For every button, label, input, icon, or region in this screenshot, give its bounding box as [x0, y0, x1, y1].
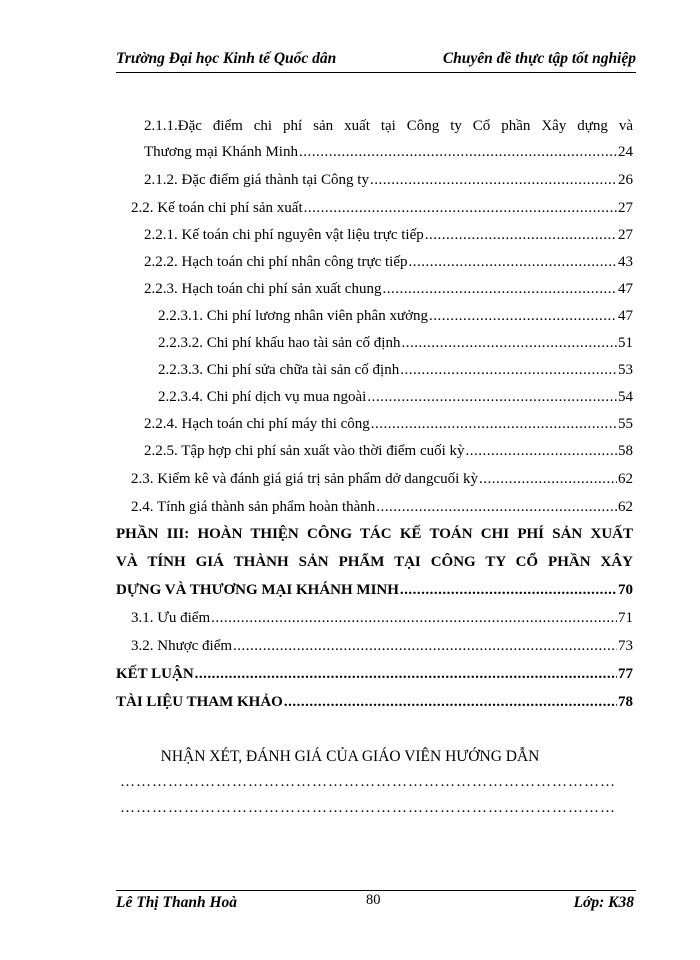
toc-entry-conclusion [116, 664, 633, 684]
leader-dots [195, 664, 617, 684]
toc-entry-page: 27 [618, 200, 633, 216]
toc-entry-page: 47 [618, 308, 633, 324]
toc-entry-page: 73 [618, 638, 633, 654]
header-school: Trường Đại học Kinh tế Quốc dân [116, 50, 337, 67]
toc-entry-references [116, 692, 633, 712]
toc-entry-title: DỰNG VÀ THƯƠNG MẠI KHÁNH MINH [116, 582, 399, 598]
toc-entry-page: 27 [618, 227, 633, 243]
toc-entry-title: Thương mại Khánh Minh [144, 144, 298, 160]
toc-entry-2-2-1 [144, 225, 633, 245]
toc-entry-page: 54 [618, 389, 633, 405]
review-dotted-line: ………………………………………………………………………………… [120, 774, 616, 790]
toc-entry-title: 2.2.4. Hạch toán chi phí máy thi công [144, 416, 370, 432]
toc-entry-2-2-3-2 [158, 333, 633, 353]
leader-dots [400, 580, 617, 600]
header-rule [116, 72, 636, 73]
leader-dots [284, 692, 617, 712]
toc-entry-2-2-3-3 [158, 360, 633, 380]
leader-dots [466, 441, 617, 461]
toc-entry-2-1-1 [144, 142, 633, 162]
footer-class: Lớp: K38 [573, 894, 634, 911]
leader-dots [382, 279, 617, 299]
leader-dots [429, 306, 617, 326]
toc-entry-title: 3.1. Ưu điểm [131, 610, 211, 626]
toc-entry-title: 2.2.2. Hạch toán chi phí nhân công trực tiếp [144, 254, 408, 270]
toc-entry-page: 24 [618, 144, 633, 160]
toc-entry-2-2-3 [144, 279, 633, 299]
toc-entry-3-1 [131, 608, 633, 628]
leader-dots [370, 170, 617, 190]
toc-entry-2-1-1-line1: 2.1.1.Đặc điểm chi phí sản xuất tại Công ty Cổ phần Xây dựng và [144, 118, 633, 134]
toc-entry-title: 2.2.5. Tập hợp chi phí sản xuất vào thời điểm cuối kỳ [144, 443, 465, 459]
toc-entry-title: 2.2.3.4. Chi phí dịch vụ mua ngoài [158, 389, 367, 405]
footer-rule [116, 890, 636, 891]
toc-entry-page: 78 [618, 694, 633, 710]
toc-entry-page: 77 [618, 666, 633, 682]
toc-entry-title: TÀI LIỆU THAM KHẢO [116, 694, 283, 710]
review-title: NHẬN XÉT, ĐÁNH GIÁ CỦA GIÁO VIÊN HƯỚNG DẪN [160, 748, 540, 765]
toc-entry-2-3 [131, 469, 633, 489]
page-number: 80 [366, 892, 381, 908]
leader-dots [233, 636, 617, 656]
toc-entry-page: 53 [618, 362, 633, 378]
toc-entry-page: 47 [618, 281, 633, 297]
toc-entry-title: 2.2.3.1. Chi phí lương nhân viên phân xưởng [158, 308, 429, 324]
toc-entry-title: 3.2. Nhược điểm [131, 638, 233, 654]
toc-entry-page: 62 [618, 471, 633, 487]
toc-entry-3-2 [131, 636, 633, 656]
toc-entry-title: 2.1.2. Đặc điểm giá thành tại Công ty [144, 172, 369, 188]
leader-dots [376, 497, 617, 517]
leader-dots [400, 360, 617, 380]
header-document-type: Chuyên đề thực tập tốt nghiệp [442, 50, 636, 67]
toc-part-3-line2: VÀ TÍNH GIÁ THÀNH SẢN PHẨM TẠI CÔNG TY CỔ PHẦN XÂY [116, 554, 633, 570]
leader-dots [299, 142, 617, 162]
leader-dots [304, 198, 617, 218]
footer-author: Lê Thị Thanh Hoà [116, 894, 238, 911]
review-dotted-line: ………………………………………………………………………………… [120, 800, 616, 816]
leader-dots [367, 387, 617, 407]
toc-entry-page: 26 [618, 172, 633, 188]
leader-dots [211, 608, 617, 628]
toc-entry-2-2-4 [144, 414, 633, 434]
toc-entry-page: 51 [618, 335, 633, 351]
toc-entry-page: 62 [618, 499, 633, 515]
toc-entry-title: 2.3. Kiểm kê và đánh giá giá trị sản phẩm dở dangcuối kỳ [131, 471, 479, 487]
toc-entry-title: 2.4. Tính giá thành sản phẩm hoàn thành [131, 499, 376, 515]
toc-entry-title: 2.2.3. Hạch toán chi phí sản xuất chung [144, 281, 382, 297]
toc-entry-title: KẾT LUẬN [116, 666, 194, 682]
toc-entry-title: 2.2.1. Kế toán chi phí nguyên vật liệu trực tiếp [144, 227, 424, 243]
toc-entry-page: 71 [618, 610, 633, 626]
toc-entry-title: 2.2.3.2. Chi phí khấu hao tài sản cố định [158, 335, 401, 351]
toc-entry-title: 2.2. Kế toán chi phí sản xuất [131, 200, 303, 216]
toc-entry-2-2-5 [144, 441, 633, 461]
toc-entry-2-4 [131, 497, 633, 517]
leader-dots [401, 333, 617, 353]
toc-entry-2-2 [131, 198, 633, 218]
leader-dots [479, 469, 617, 489]
toc-entry-title: 2.2.3.3. Chi phí sửa chữa tài sản cố định [158, 362, 400, 378]
toc-entry-2-2-3-1 [158, 306, 633, 326]
leader-dots [371, 414, 617, 434]
toc-part-3 [116, 580, 633, 600]
leader-dots [408, 252, 617, 272]
toc-part-3-line1: PHẦN III: HOÀN THIỆN CÔNG TÁC KẾ TOÁN CHI PHÍ SẢN XUẤT [116, 526, 633, 542]
toc-entry-2-2-2 [144, 252, 633, 272]
toc-entry-page: 43 [618, 254, 633, 270]
toc-entry-2-2-3-4 [158, 387, 633, 407]
toc-entry-page: 70 [618, 582, 633, 598]
leader-dots [425, 225, 617, 245]
page-header [116, 50, 636, 72]
toc-entry-page: 58 [618, 443, 633, 459]
toc-entry-2-1-2 [144, 170, 633, 190]
toc-entry-page: 55 [618, 416, 633, 432]
page-footer [116, 894, 636, 916]
